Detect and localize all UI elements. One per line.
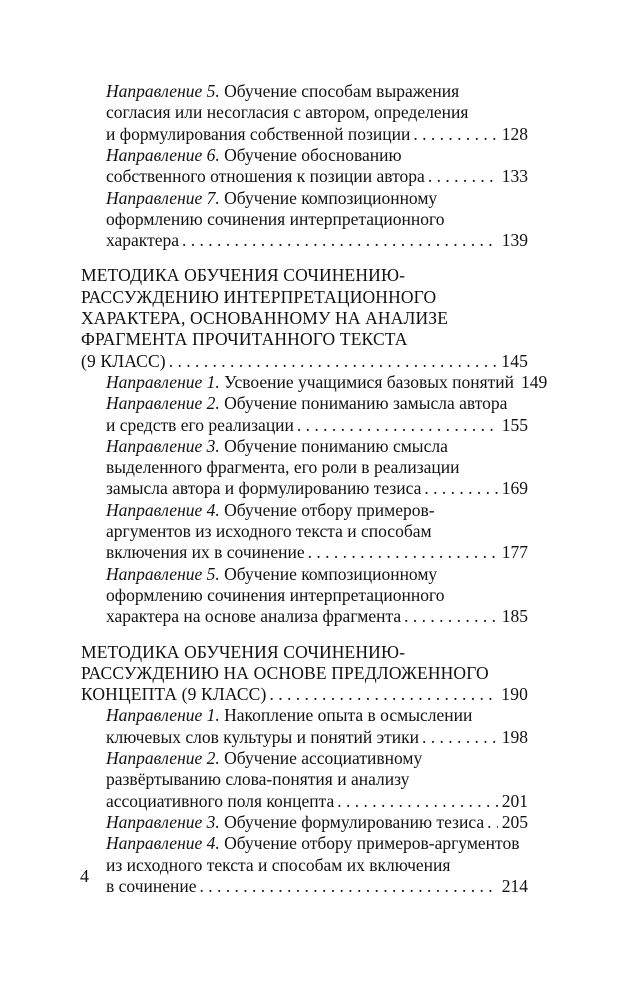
toc-section-line (81, 307, 528, 329)
toc-entry-line[interactable] (106, 811, 528, 833)
toc-page-number: 205 (501, 811, 528, 832)
direction-title: Усвоение учащимися базовых понятий (219, 371, 515, 392)
dot-leader (269, 683, 497, 705)
direction-label: Направление 3. (106, 435, 220, 456)
toc-line-text: из исходного текста и способам их включения (106, 854, 451, 875)
toc-line-text (106, 81, 459, 101)
toc-page-number: 198 (501, 726, 528, 747)
direction-title: Обучение отбору примеров- (219, 499, 435, 520)
direction-title: Обучение композиционному (219, 563, 438, 584)
toc-entry-line (106, 563, 528, 585)
toc-line-text (106, 748, 422, 768)
toc-entry-continuation[interactable] (106, 477, 528, 499)
toc-section-line (81, 264, 528, 286)
toc-line-text (106, 811, 484, 833)
toc-entry-line (106, 80, 528, 102)
toc-page-number: 139 (501, 230, 528, 251)
direction-title: Обучение формулированию тезиса (219, 811, 485, 832)
dot-leader (487, 811, 498, 833)
toc-entry-continuation[interactable] (106, 605, 528, 627)
toc-section-line[interactable] (81, 683, 528, 705)
direction-title: Обучение обоснованию (219, 144, 402, 165)
toc-line-text (106, 145, 402, 165)
toc-line-text: собственного отношения к позиции автора (106, 166, 425, 187)
toc-entry-continuation (106, 520, 528, 542)
toc-line-text: МЕТОДИКА ОБУЧЕНИЯ СОЧИНЕНИЮ- (81, 641, 406, 662)
toc-line-text (106, 705, 472, 725)
dot-leader (428, 165, 498, 187)
toc-line-text: выделенного фрагмента, его роли в реализации (106, 457, 460, 478)
direction-title: Обучение пониманию замысла автора (219, 393, 508, 414)
dot-leader (200, 875, 498, 897)
toc-line-text: КОНЦЕПТА (9 КЛАСС) (81, 684, 267, 705)
toc-page-number: 190 (501, 684, 528, 705)
toc-line-text: развёртыванию слова-понятия и анализу (106, 769, 410, 790)
toc-page-number: 169 (501, 478, 528, 499)
toc-page-number: 177 (501, 542, 528, 563)
toc-line-text: в сочинение (106, 875, 197, 896)
toc-line-text: характера на основе анализа фрагмента (106, 606, 402, 627)
toc-line-text: характера (106, 230, 180, 251)
toc-entry-continuation[interactable] (106, 790, 528, 812)
direction-label: Направление 2. (106, 748, 220, 768)
toc-line-text: ФРАГМЕНТА ПРОЧИТАННОГО ТЕКСТА (81, 329, 408, 350)
toc-line-text (106, 371, 514, 393)
direction-label: Направление 6. (106, 144, 220, 165)
toc-entry-continuation[interactable] (106, 229, 528, 251)
dot-leader (422, 726, 498, 748)
toc-entry-line (106, 392, 528, 414)
toc-line-text (106, 393, 507, 413)
dot-leader (297, 414, 498, 436)
direction-title: Обучение способам выражения (219, 81, 460, 101)
toc-line-text: РАССУЖДЕНИЮ НА ОСНОВЕ ПРЕДЛОЖЕННОГО (81, 662, 489, 683)
dot-leader (404, 605, 498, 627)
toc-section-line[interactable] (81, 350, 528, 372)
toc-page-number: 128 (501, 123, 528, 144)
direction-label: Направление 5. (106, 563, 220, 584)
toc-line-text: оформлению сочинения интерпретационного (106, 208, 445, 229)
dot-leader (337, 790, 497, 812)
direction-label: Направление 4. (106, 499, 220, 520)
toc-line-text: ассоциативного поля концепта (106, 790, 335, 811)
toc-entry-continuation[interactable] (106, 875, 528, 897)
direction-title: Обучение композиционному (219, 187, 438, 208)
toc-line-text: замысла автора и формулированию тезиса (106, 478, 422, 499)
toc-page-number: 149 (521, 371, 548, 392)
dot-leader (413, 123, 497, 145)
toc-line-text (106, 188, 437, 208)
toc-page-number: 214 (501, 875, 528, 896)
toc-section-line (81, 662, 528, 684)
direction-label: Направление 3. (106, 811, 220, 832)
toc-entry-line (106, 747, 528, 769)
dot-leader (308, 541, 498, 563)
toc-page-number: 185 (501, 606, 528, 627)
toc-line-text: ХАРАКТЕРА, ОСНОВАННОМУ НА АНАЛИЗЕ (81, 308, 449, 328)
dot-leader (169, 350, 498, 372)
direction-title: Обучение ассоциативному (219, 748, 423, 768)
direction-label: Направление 2. (106, 393, 220, 414)
toc-line-text (106, 500, 435, 520)
toc-line-text (106, 564, 437, 584)
toc-line-text: включения их в сочинение (106, 542, 305, 563)
toc-line-text: ключевых слов культуры и понятий этики (106, 726, 419, 747)
toc-line-text: согласия или несогласия с автором, определения (106, 102, 469, 123)
dot-leader (424, 477, 497, 499)
toc-entry-continuation[interactable] (106, 726, 528, 748)
dot-leader (182, 229, 498, 251)
toc-page-number: 155 (501, 414, 528, 435)
direction-label: Направление 4. (106, 833, 220, 854)
toc-entry-continuation[interactable] (106, 123, 528, 145)
toc-entry-line (106, 435, 528, 457)
toc-line-text: аргументов из исходного текста и способам (106, 521, 432, 541)
toc-page-number: 201 (501, 790, 528, 811)
toc-entry-continuation[interactable] (106, 541, 528, 563)
toc-line-text: и средств его реализации (106, 414, 294, 435)
direction-label: Направление 7. (106, 187, 220, 208)
direction-label: Направление 1. (106, 705, 220, 726)
toc-entry-line[interactable] (106, 371, 548, 393)
toc-line-text: МЕТОДИКА ОБУЧЕНИЯ СОЧИНЕНИЮ- (81, 265, 406, 286)
direction-title: Накопление опыта в осмыслении (219, 705, 473, 726)
toc-entry-line (106, 187, 528, 209)
page-number: 4 (80, 866, 89, 886)
toc-entry-line (106, 704, 528, 726)
toc-line-text: РАССУЖДЕНИЮ ИНТЕРПРЕТАЦИОННОГО (81, 286, 437, 307)
toc-line-text (106, 436, 448, 456)
toc-line-text (106, 833, 519, 853)
toc-page-number: 133 (501, 166, 528, 187)
toc-entry-continuation (106, 456, 528, 478)
toc-section-line (81, 286, 528, 308)
toc-entry-continuation (106, 208, 528, 230)
direction-label: Направление 5. (106, 81, 220, 101)
direction-title: Обучение отбору примеров-аргументов (219, 833, 520, 854)
toc-entry-line (106, 832, 528, 854)
toc-line-text: и формулирования собственной позиции (106, 123, 411, 144)
toc-section-line (81, 641, 528, 663)
toc-line-text: (9 КЛАСС) (81, 350, 166, 371)
toc-entry-continuation (106, 854, 528, 876)
toc-entry-continuation (106, 101, 528, 123)
toc-section-line (81, 328, 528, 350)
toc-entry-continuation (106, 768, 528, 790)
toc-entry-line (106, 144, 528, 166)
toc-entry-continuation (106, 584, 528, 606)
toc-entry-continuation[interactable] (106, 414, 528, 436)
toc-line-text: оформлению сочинения интерпретационного (106, 584, 445, 605)
toc-entry-continuation[interactable] (106, 165, 528, 187)
direction-title: Обучение пониманию смысла (219, 435, 448, 456)
toc-entry-line (106, 499, 528, 521)
direction-label: Направление 1. (106, 371, 220, 392)
toc-page-number: 145 (501, 350, 528, 371)
